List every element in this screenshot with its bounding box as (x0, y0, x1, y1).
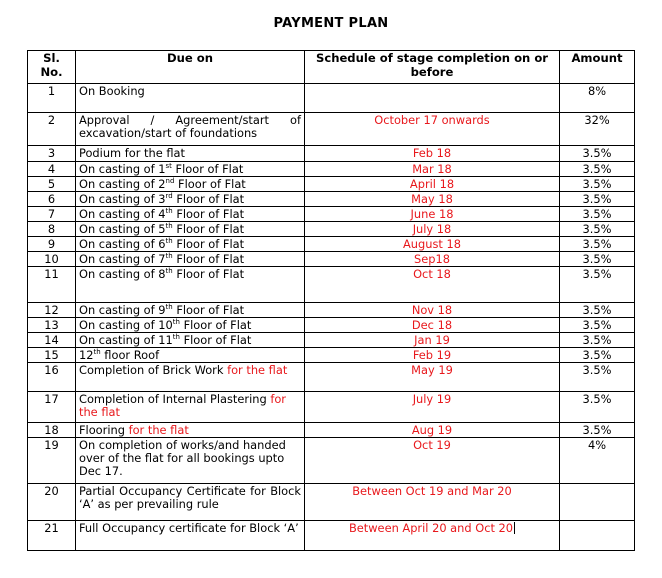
due-on-cell: On casting of 8th Floor of Flat (76, 267, 305, 303)
table-row (28, 363, 635, 392)
due-on-cell: On casting of 9th Floor of Flat (76, 303, 305, 318)
amount-cell: 3.5% (560, 333, 635, 348)
table-row (28, 521, 635, 551)
table-row (28, 222, 635, 237)
sl-no-cell: 1 (28, 84, 76, 113)
due-on-cell: Approval / Agreement/start of excavation/start of foundations (76, 113, 305, 146)
amount-cell: 8% (560, 84, 635, 113)
table-row (28, 484, 635, 521)
amount-cell (560, 521, 635, 551)
due-on-cell: On completion of works/and handed over of the flat for all bookings upto Dec 17. (76, 438, 305, 484)
schedule-cell: April 18 (305, 177, 560, 192)
due-on-cell: On casting of 5th Floor of Flat (76, 222, 305, 237)
table-row (28, 267, 635, 303)
amount-cell (560, 484, 635, 521)
sl-no-cell: 6 (28, 192, 76, 207)
table-row (28, 146, 635, 162)
schedule-cell: August 18 (305, 237, 560, 252)
table-row (28, 162, 635, 177)
due-on-cell: 12th floor Roof (76, 348, 305, 363)
due-on-cell: Full Occupancy certificate for Block ‘A’ (76, 521, 305, 551)
schedule-cell: Feb 19 (305, 348, 560, 363)
sl-no-cell: 10 (28, 252, 76, 267)
header-due-on: Due on (76, 51, 305, 84)
payment-plan-table (27, 50, 635, 551)
amount-cell: 3.5% (560, 267, 635, 303)
sl-no-cell: 8 (28, 222, 76, 237)
table-row (28, 84, 635, 113)
schedule-cell: Feb 18 (305, 146, 560, 162)
due-on-cell: Completion of Brick Work for the flat (76, 363, 305, 392)
amount-cell: 4% (560, 438, 635, 484)
page-title: PAYMENT PLAN (273, 16, 389, 31)
schedule-cell: July 19 (305, 392, 560, 423)
header-sl-no: Sl. No. (28, 51, 76, 84)
table-row (28, 177, 635, 192)
amount-cell: 3.5% (560, 192, 635, 207)
sl-no-cell: 13 (28, 318, 76, 333)
amount-cell: 32% (560, 113, 635, 146)
table-header-row (28, 51, 635, 84)
sl-no-cell: 19 (28, 438, 76, 484)
schedule-cell: October 17 onwards (305, 113, 560, 146)
amount-cell: 3.5% (560, 348, 635, 363)
sl-no-cell: 20 (28, 484, 76, 521)
due-on-cell: Flooring for the flat (76, 423, 305, 438)
sl-no-cell: 21 (28, 521, 76, 551)
amount-cell: 3.5% (560, 423, 635, 438)
amount-cell: 3.5% (560, 162, 635, 177)
due-on-cell: On casting of 2nd Floor of Flat (76, 177, 305, 192)
header-schedule: Schedule of stage completion on or before (305, 51, 560, 84)
schedule-cell: Between Oct 19 and Mar 20 (305, 484, 560, 521)
schedule-cell: Oct 18 (305, 267, 560, 303)
schedule-cell: Oct 19 (305, 438, 560, 484)
sl-no-cell: 15 (28, 348, 76, 363)
amount-cell: 3.5% (560, 303, 635, 318)
sl-no-cell: 11 (28, 267, 76, 303)
amount-cell: 3.5% (560, 363, 635, 392)
schedule-cell: Aug 19 (305, 423, 560, 438)
schedule-cell: Between April 20 and Oct 20 (305, 521, 560, 551)
table-row (28, 237, 635, 252)
table-row (28, 348, 635, 363)
due-on-cell: Completion of Internal Plastering for the flat (76, 392, 305, 423)
due-on-cell: On casting of 11th Floor of Flat (76, 333, 305, 348)
due-on-cell: On casting of 3rd Floor of Flat (76, 192, 305, 207)
amount-cell: 3.5% (560, 318, 635, 333)
schedule-cell: May 18 (305, 192, 560, 207)
schedule-cell: June 18 (305, 207, 560, 222)
schedule-cell (305, 84, 560, 113)
schedule-cell: May 19 (305, 363, 560, 392)
table-row (28, 207, 635, 222)
table-row (28, 192, 635, 207)
sl-no-cell: 9 (28, 237, 76, 252)
table-row (28, 318, 635, 333)
sl-no-cell: 4 (28, 162, 76, 177)
sl-no-cell: 7 (28, 207, 76, 222)
sl-no-cell: 17 (28, 392, 76, 423)
schedule-cell: Nov 18 (305, 303, 560, 318)
amount-cell: 3.5% (560, 146, 635, 162)
due-on-cell: Podium for the flat (76, 146, 305, 162)
amount-cell: 3.5% (560, 177, 635, 192)
header-amount: Amount (560, 51, 635, 84)
schedule-cell: Jan 19 (305, 333, 560, 348)
table-row (28, 113, 635, 146)
table-row (28, 252, 635, 267)
amount-cell: 3.5% (560, 222, 635, 237)
due-on-cell: Partial Occupancy Certificate for Block ‘A’ as per prevailing rule (76, 484, 305, 521)
schedule-cell: Sep18 (305, 252, 560, 267)
table-row (28, 438, 635, 484)
amount-cell: 3.5% (560, 237, 635, 252)
sl-no-cell: 2 (28, 113, 76, 146)
schedule-cell: July 18 (305, 222, 560, 237)
amount-cell: 3.5% (560, 252, 635, 267)
schedule-cell: Dec 18 (305, 318, 560, 333)
due-on-cell: On casting of 7th Floor of Flat (76, 252, 305, 267)
table-row (28, 333, 635, 348)
due-on-cell: On casting of 10th Floor of Flat (76, 318, 305, 333)
sl-no-cell: 16 (28, 363, 76, 392)
amount-cell: 3.5% (560, 207, 635, 222)
due-on-cell: On Booking (76, 84, 305, 113)
schedule-cell: Mar 18 (305, 162, 560, 177)
table-row (28, 392, 635, 423)
sl-no-cell: 5 (28, 177, 76, 192)
sl-no-cell: 18 (28, 423, 76, 438)
due-on-cell: On casting of 1st Floor of Flat (76, 162, 305, 177)
text-cursor (514, 522, 515, 534)
table-row (28, 423, 635, 438)
table-row (28, 303, 635, 318)
due-on-cell: On casting of 6th Floor of Flat (76, 237, 305, 252)
sl-no-cell: 12 (28, 303, 76, 318)
sl-no-cell: 3 (28, 146, 76, 162)
due-on-cell: On casting of 4th Floor of Flat (76, 207, 305, 222)
amount-cell: 3.5% (560, 392, 635, 423)
sl-no-cell: 14 (28, 333, 76, 348)
